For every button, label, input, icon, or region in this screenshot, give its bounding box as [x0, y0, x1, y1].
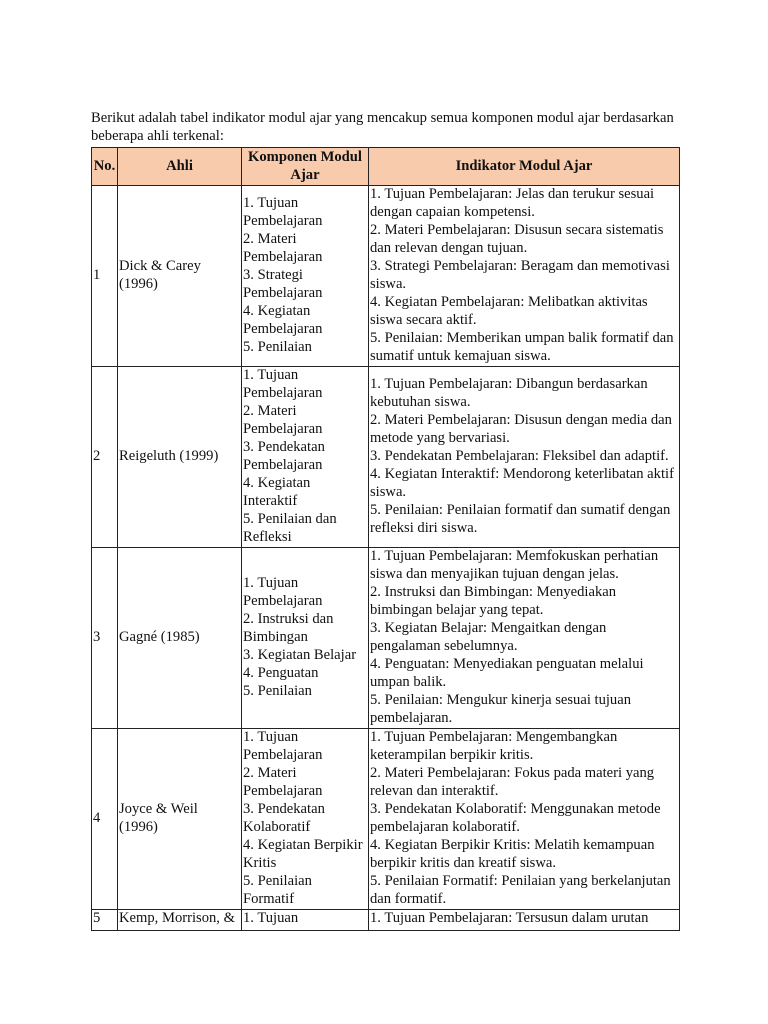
header-no: No.	[92, 148, 118, 186]
cell-indikator: 1. Tujuan Pembelajaran: Memfokuskan perhatian siswa dan menyajikan tujuan dengan jelas. 2. Instruksi dan Bimbingan: Menyediakan bimbingan belajar yang tepat. 3. Kegiatan Belajar: Mengaitkan dengan pengalaman sebelumnya. 4. Penguatan: Menyediakan penguatan melalui umpan balik. 5. Penilaian: Mengukur kinerja sesuai tujuan pembelajaran.	[369, 548, 680, 729]
cell-no: 1	[92, 186, 118, 367]
header-komponen: Komponen Modul Ajar	[242, 148, 369, 186]
cell-komponen: 1. Tujuan	[242, 910, 369, 931]
cell-indikator: 1. Tujuan Pembelajaran: Jelas dan terukur sesuai dengan capaian kompetensi. 2. Materi Pembelajaran: Disusun secara sistematis dan relevan dengan tujuan. 3. Strategi Pembelajaran: Beragam dan memotivasi siswa. 4. Kegiatan Pembelajaran: Melibatkan aktivitas siswa secara aktif. 5. Penilaian: Memberikan umpan balik formatif dan sumatif untuk kemajuan siswa.	[369, 186, 680, 367]
cell-indikator: 1. Tujuan Pembelajaran: Mengembangkan keterampilan berpikir kritis. 2. Materi Pembelajaran: Fokus pada materi yang relevan dan interaktif. 3. Pendekatan Kolaboratif: Menggunakan metode pembelajaran kolaboratif. 4. Kegiatan Berpikir Kritis: Melatih kemampuan berpikir kritis dan kreatif siswa. 5. Penilaian Formatif: Penilaian yang berkelanjutan dan formatif.	[369, 729, 680, 910]
cell-komponen: 1. Tujuan Pembelajaran 2. Materi Pembelajaran 3. Strategi Pembelajaran 4. Kegiatan Pembelajaran 5. Penilaian	[242, 186, 369, 367]
cell-ahli: Dick & Carey (1996)	[118, 186, 242, 367]
cell-komponen: 1. Tujuan Pembelajaran 2. Materi Pembelajaran 3. Pendekatan Kolaboratif 4. Kegiatan Berpikir Kritis 5. Penilaian Formatif	[242, 729, 369, 910]
cell-ahli: Joyce & Weil (1996)	[118, 729, 242, 910]
table-row	[92, 367, 680, 548]
table-row	[92, 548, 680, 729]
intro-paragraph: Berikut adalah tabel indikator modul ajar yang mencakup semua komponen modul ajar berdasarkan beberapa ahli terkenal:	[91, 109, 674, 144]
cell-ahli: Gagné (1985)	[118, 548, 242, 729]
cell-komponen: 1. Tujuan Pembelajaran 2. Materi Pembelajaran 3. Pendekatan Pembelajaran 4. Kegiatan Interaktif 5. Penilaian dan Refleksi	[242, 367, 369, 548]
header-indikator: Indikator Modul Ajar	[369, 148, 680, 186]
cell-indikator: 1. Tujuan Pembelajaran: Tersusun dalam urutan	[369, 910, 680, 931]
cell-no: 2	[92, 367, 118, 548]
table-row	[92, 910, 680, 931]
table-header-row	[92, 148, 680, 186]
table-row	[92, 729, 680, 910]
table-row	[92, 186, 680, 367]
cell-no: 3	[92, 548, 118, 729]
cell-no: 5	[92, 910, 118, 931]
cell-ahli: Kemp, Morrison, &	[118, 910, 242, 931]
cell-ahli: Reigeluth (1999)	[118, 367, 242, 548]
cell-no: 4	[92, 729, 118, 910]
cell-komponen: 1. Tujuan Pembelajaran 2. Instruksi dan Bimbingan 3. Kegiatan Belajar 4. Penguatan 5. Penilaian	[242, 548, 369, 729]
indikator-table	[91, 147, 680, 931]
cell-indikator: 1. Tujuan Pembelajaran: Dibangun berdasarkan kebutuhan siswa. 2. Materi Pembelajaran: Disusun dengan media dan metode yang bervariasi. 3. Pendekatan Pembelajaran: Fleksibel dan adaptif. 4. Kegiatan Interaktif: Mendorong keterlibatan aktif siswa. 5. Penilaian: Penilaian formatif dan sumatif dengan refleksi diri siswa.	[369, 367, 680, 548]
header-ahli: Ahli	[118, 148, 242, 186]
